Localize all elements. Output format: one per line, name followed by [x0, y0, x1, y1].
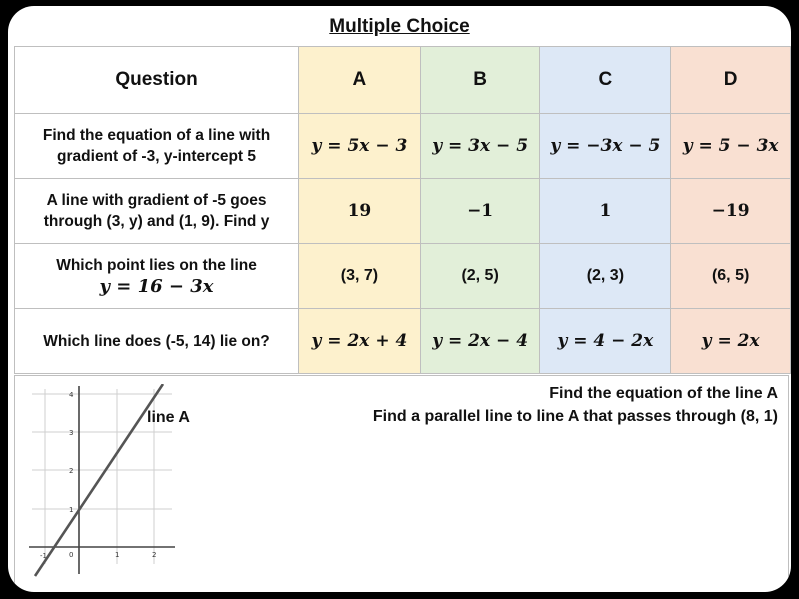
option-d[interactable]: −19: [711, 201, 750, 221]
y-tick-label: 1: [69, 506, 74, 514]
table-row: [15, 179, 791, 244]
question-equation: y = 16 − 3x: [99, 276, 214, 297]
option-c[interactable]: y = −3x − 5: [550, 136, 661, 156]
multiple-choice-table: [14, 46, 791, 374]
option-a[interactable]: y = 2x + 4: [311, 331, 408, 351]
question-cell: [15, 309, 299, 374]
table-row: [15, 114, 791, 179]
option-c[interactable]: (2, 3): [586, 267, 625, 284]
header-b: B: [420, 47, 540, 114]
question-text: A line with gradient of -5 goes: [46, 192, 267, 209]
table-row: [15, 309, 791, 374]
header-row: [15, 47, 791, 114]
option-a[interactable]: y = 5x − 3: [311, 136, 408, 156]
y-tick-label: 2: [69, 467, 74, 475]
x-tick-label: -1: [40, 552, 47, 560]
option-b[interactable]: y = 2x − 4: [432, 331, 529, 351]
x-tick-label: 0: [69, 551, 74, 559]
option-a[interactable]: 19: [347, 201, 372, 221]
header-d: D: [671, 47, 791, 114]
option-b[interactable]: (2, 5): [461, 267, 499, 284]
question-text: Which point lies on the line: [56, 257, 257, 274]
option-d[interactable]: y = 2x: [701, 331, 760, 351]
question-cell: [15, 179, 299, 244]
question-text: Which line does (-5, 14) lie on?: [43, 332, 270, 350]
header-a: A: [299, 47, 421, 114]
table-row: [15, 244, 791, 309]
x-tick-label: 1: [115, 551, 120, 559]
option-b[interactable]: −1: [467, 201, 494, 221]
line-a-label: line A: [147, 409, 190, 426]
question-cell: [15, 114, 299, 179]
option-d[interactable]: (6, 5): [711, 267, 750, 284]
question-text: Find the equation of a line with: [42, 127, 271, 144]
y-tick-label: 3: [69, 429, 74, 437]
y-tick-label: 4: [69, 391, 74, 399]
worksheet-card: [8, 6, 791, 592]
task-find-equation: Find the equation of the line A: [549, 385, 778, 402]
option-c[interactable]: 1: [599, 201, 612, 221]
task-parallel-line: Find a parallel line to line A that passes through (8, 1): [372, 408, 778, 425]
question-text: gradient of -3, y-intercept 5: [57, 148, 256, 165]
graph-task-section: [14, 375, 789, 592]
option-d[interactable]: y = 5 − 3x: [682, 136, 779, 156]
option-b[interactable]: y = 3x − 5: [432, 136, 529, 156]
option-c[interactable]: y = 4 − 2x: [557, 331, 654, 351]
question-cell: [15, 244, 299, 309]
option-a[interactable]: (3, 7): [340, 267, 379, 284]
header-question: Question: [15, 47, 299, 114]
header-c: C: [540, 47, 671, 114]
question-text: through (3, y) and (1, 9). Find y: [43, 213, 270, 230]
page-title: Multiple Choice: [329, 16, 470, 37]
x-tick-label: 2: [152, 551, 157, 559]
